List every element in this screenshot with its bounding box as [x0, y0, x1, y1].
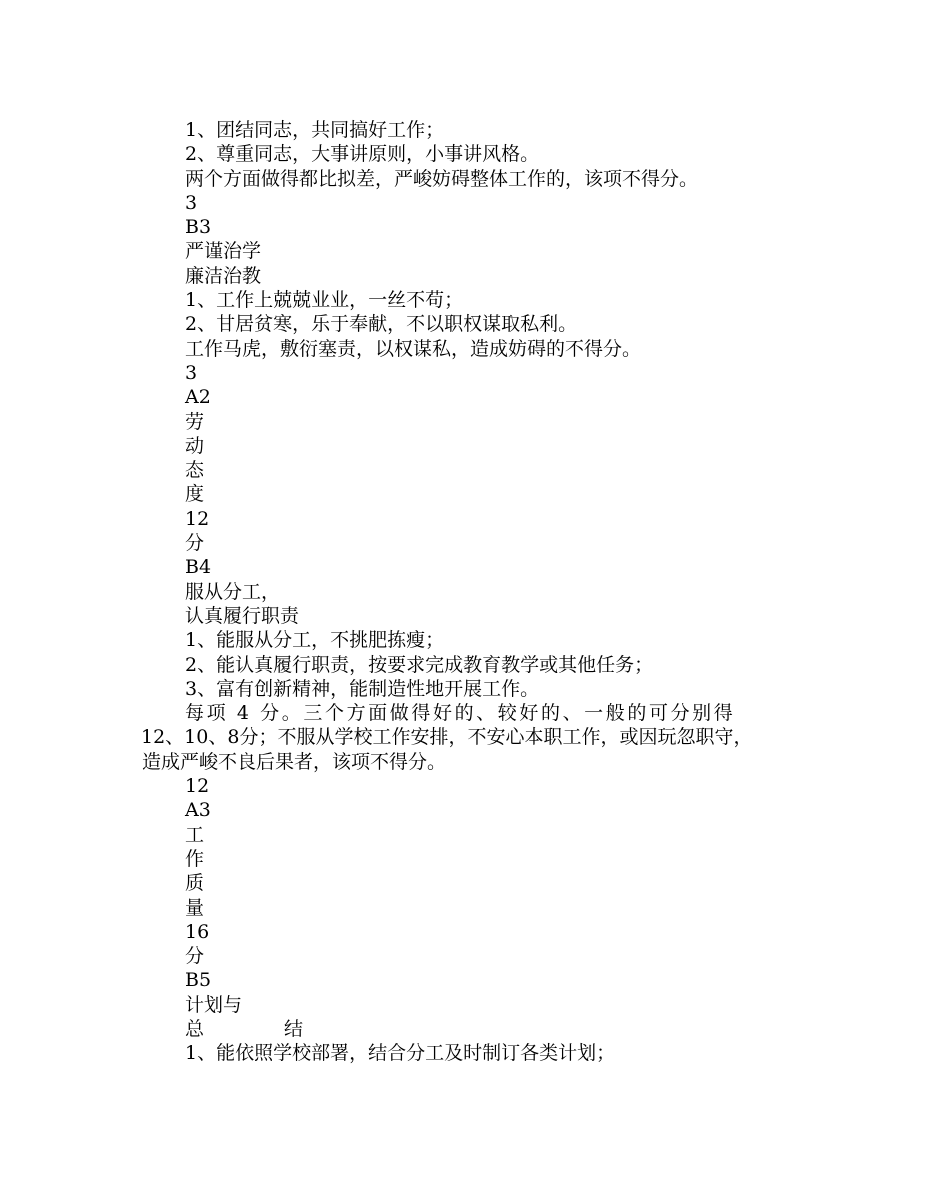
item-title: 计划与: [185, 993, 243, 1016]
category-char: 质: [185, 872, 205, 895]
score-value: 3: [185, 191, 198, 214]
category-score: 12: [185, 507, 210, 530]
item-title: 服从分工，: [185, 580, 281, 603]
category-char: 分: [185, 945, 205, 968]
paragraph-line: 每项 4 分。三个方面做得好的、较好的、一般的可分别得: [185, 702, 736, 725]
item-code: B3: [185, 216, 212, 239]
category-char: 工: [185, 823, 205, 846]
split-left: 总: [185, 1017, 205, 1040]
item-code: A3: [185, 799, 211, 822]
text-line: 工作马虎，敷衍塞责，以权谋私，造成妨碍的不得分。: [185, 337, 642, 360]
text-line: 2、甘居贫寒，乐于奉献，不以职权谋取私利。: [185, 313, 578, 336]
category-char: 动: [185, 434, 205, 457]
text-line: 1、能服从分工，不挑肥拣瘦；: [185, 629, 445, 652]
category-char: 劳: [185, 410, 205, 433]
item-code: B4: [185, 556, 212, 579]
category-char: 分: [185, 532, 205, 555]
scoring-paragraph: [142, 701, 806, 774]
text-line: 1、工作上兢兢业业，一丝不苟；: [185, 289, 464, 312]
paragraph-line: 造成严峻不良后果者，该项不得分。: [142, 750, 447, 773]
text-line: 两个方面做得都比拟差，严峻妨碍整体工作的，该项不得分。: [185, 167, 699, 190]
document-body: [142, 118, 806, 1066]
text-line: 2、能认真履行职责，按要求完成教育教学或其他任务；: [185, 653, 654, 676]
text-line: 1、团结同志，共同搞好工作；: [185, 119, 445, 141]
item-title: 廉洁治教: [185, 264, 262, 287]
category-char: 态: [185, 459, 205, 482]
text-line: 2、尊重同志，大事讲原则，小事讲风格。: [185, 143, 540, 166]
item-title-split: [142, 1017, 806, 1041]
text-line: 3、富有创新精神，能制造性地开展工作。: [185, 677, 540, 700]
score-value: 3: [185, 361, 198, 384]
item-code: B5: [185, 969, 212, 992]
category-char: 作: [185, 847, 205, 870]
paragraph-line: 12、10、8分；不服从学校工作安排，不安心本职工作，或因玩忽职守，: [141, 726, 753, 749]
category-char: 度: [185, 483, 205, 506]
item-title: 认真履行职责: [185, 604, 300, 627]
category-char: 量: [185, 896, 205, 919]
score-value: 12: [185, 775, 210, 798]
item-title: 严谨治学: [185, 240, 262, 263]
split-right: 结: [284, 1017, 304, 1040]
category-score: 16: [185, 920, 210, 943]
item-code: A2: [185, 386, 211, 409]
text-line: 1、能依照学校部署，结合分工及时制订各类计划；: [185, 1042, 616, 1065]
